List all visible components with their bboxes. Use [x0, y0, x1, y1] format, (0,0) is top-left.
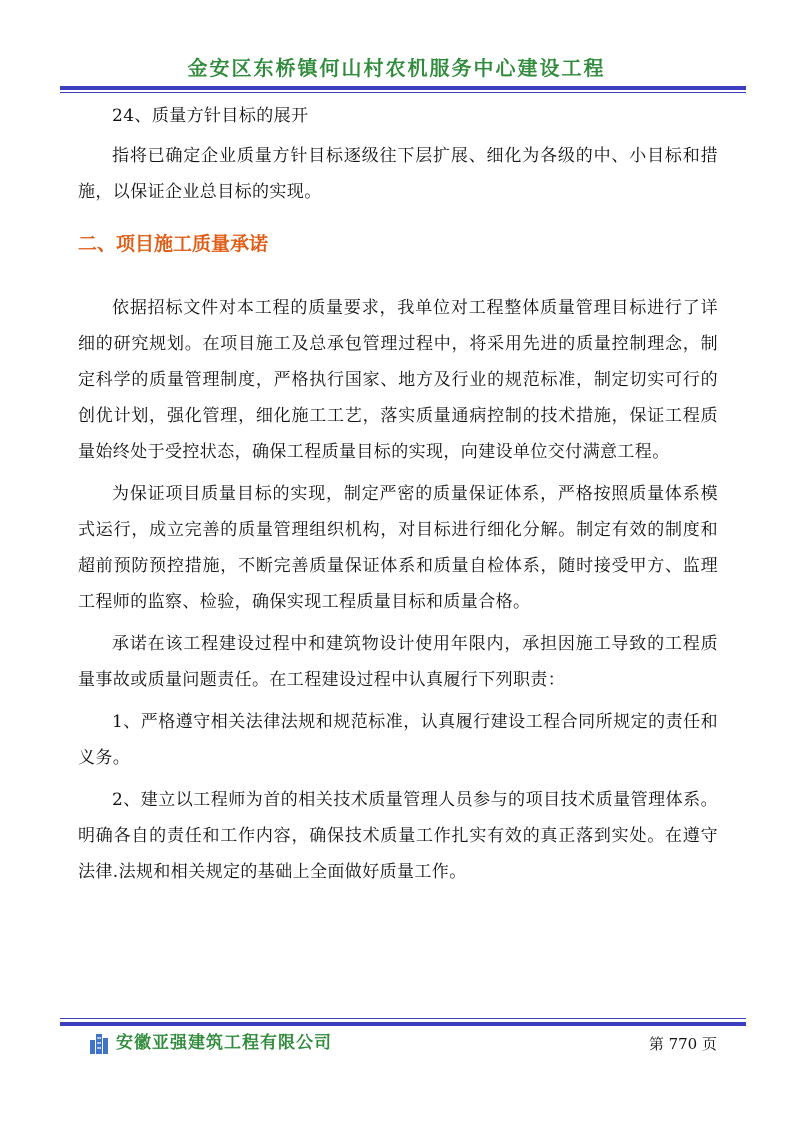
document-body: [78, 98, 718, 890]
section-heading: 二、项目施工质量承诺: [78, 233, 269, 255]
paragraph-responsibility: 承诺在该工程建设过程中和建筑物设计使用年限内，承担因施工导致的工程质量事故或质量问题责任。在工程建设过程中认真履行下列职责：: [78, 634, 718, 690]
paragraph-commitment-intro: 依据招标文件对本工程的质量要求，我单位对工程整体质量管理目标进行了详细的研究规划。在项目施工及总承包管理过程中，将采用先进的质量控制理念，制定科学的质量管理制度，严格执行国家、地方及行业的规范标准，制定切实可行的创优计划，强化管理，细化施工工艺，落实质量通病控制的技术措施，保证工程质量始终处于受控状态，确保工程质量目标的实现，向建设单位交付满意工程。: [78, 298, 718, 462]
header-title: 金安区东桥镇何山村农机服务中心建设工程: [187, 56, 606, 80]
footer-rule-thin: [60, 1018, 746, 1019]
header-rule-thin: [60, 92, 746, 93]
footer-page-number: 第 770 页: [648, 1035, 717, 1053]
header-rule-thick: [60, 86, 746, 90]
paragraph-duty-1: 1、严格遵守相关法律法规和规范标准，认真履行建设工程合同所规定的责任和义务。: [78, 712, 718, 768]
building-logo-icon: [88, 1030, 112, 1054]
paragraph-definition: 指将已确定企业质量方针目标逐级往下层扩展、细化为各级的中、小目标和措施，以保证企业总目标的实现。: [78, 146, 718, 202]
footer-rule-thick: [60, 1022, 746, 1026]
paragraph-duty-2: 2、建立以工程师为首的相关技术质量管理人员参与的项目技术质量管理体系。明确各自的责任和工作内容，确保技术质量工作扎实有效的真正落到实处。在遵守法律.法规和相关规定的基础上全面做好质量工作。: [78, 790, 718, 882]
paragraph-quality-system: 为保证项目质量目标的实现，制定严密的质量保证体系，严格按照质量体系模式运行，成立完善的质量管理组织机构，对目标进行细化分解。制定有效的制度和超前预防预控措施，不断完善质量保证体系和质量自检体系，随时接受甲方、监理工程师的监察、检验，确保实现工程质量目标和质量合格。: [78, 484, 718, 612]
footer-company-name: 安徽亚强建筑工程有限公司: [116, 1033, 332, 1053]
paragraph-item-24: 24、质量方针目标的展开: [112, 106, 309, 126]
